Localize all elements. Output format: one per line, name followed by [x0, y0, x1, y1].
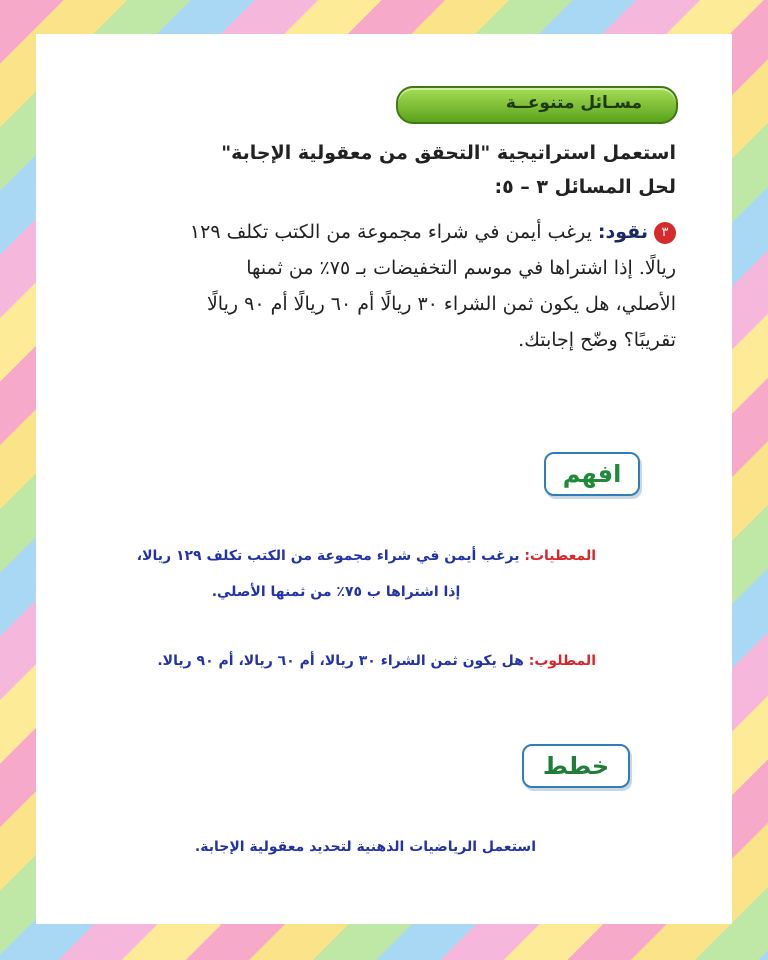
- given-text-1: يرغب أيمن في شراء مجموعة من الكتب تكلف ١٢٩ ريالا،: [136, 548, 520, 564]
- required-text: هل يكون ثمن الشراء ٣٠ ريالا، أم ٦٠ ريالا، أم ٩٠ ريالا.: [157, 653, 524, 669]
- plan-tag: خطط: [522, 744, 630, 788]
- given-block: [76, 538, 596, 610]
- problem-number-badge: ٣: [654, 222, 676, 244]
- required-block: [76, 646, 596, 676]
- given-label: المعطيات:: [524, 548, 596, 564]
- problem-text: يرغب أيمن في شراء مجموعة من الكتب تكلف ١٢٩ ريالًا. إذا اشتراها في موسم التخفيضات بـ ٧٥٪ من ثمنها الأصلي، هل يكون ثمن الشراء ٣٠ ريالًا أم ٦٠ ريالًا أم ٩٠ ريالًا تقريبًا؟ وضّح إجابتك.: [189, 221, 676, 351]
- plan-text: استعمل الرياضيات الذهنية لتحديد معقولية الإجابة.: [194, 839, 536, 855]
- worksheet-page: [36, 34, 732, 924]
- problem-lead: نقود:: [597, 221, 648, 243]
- required-label: المطلوب:: [528, 653, 596, 669]
- given-line-2: إذا اشتراها ب ٧٥٪ من ثمنها الأصلي.: [211, 584, 461, 600]
- given-line-1: [76, 538, 596, 574]
- section-header-pill: [396, 86, 678, 124]
- problem-block: [186, 214, 676, 358]
- intro-instruction: استعمل استراتيجية "التحقق من معقولية الإجابة" لحل المسائل ٣ – ٥:: [221, 142, 676, 198]
- understand-tag: افهم: [544, 452, 640, 496]
- section-title: مسـائل متنوعــة: [505, 93, 642, 113]
